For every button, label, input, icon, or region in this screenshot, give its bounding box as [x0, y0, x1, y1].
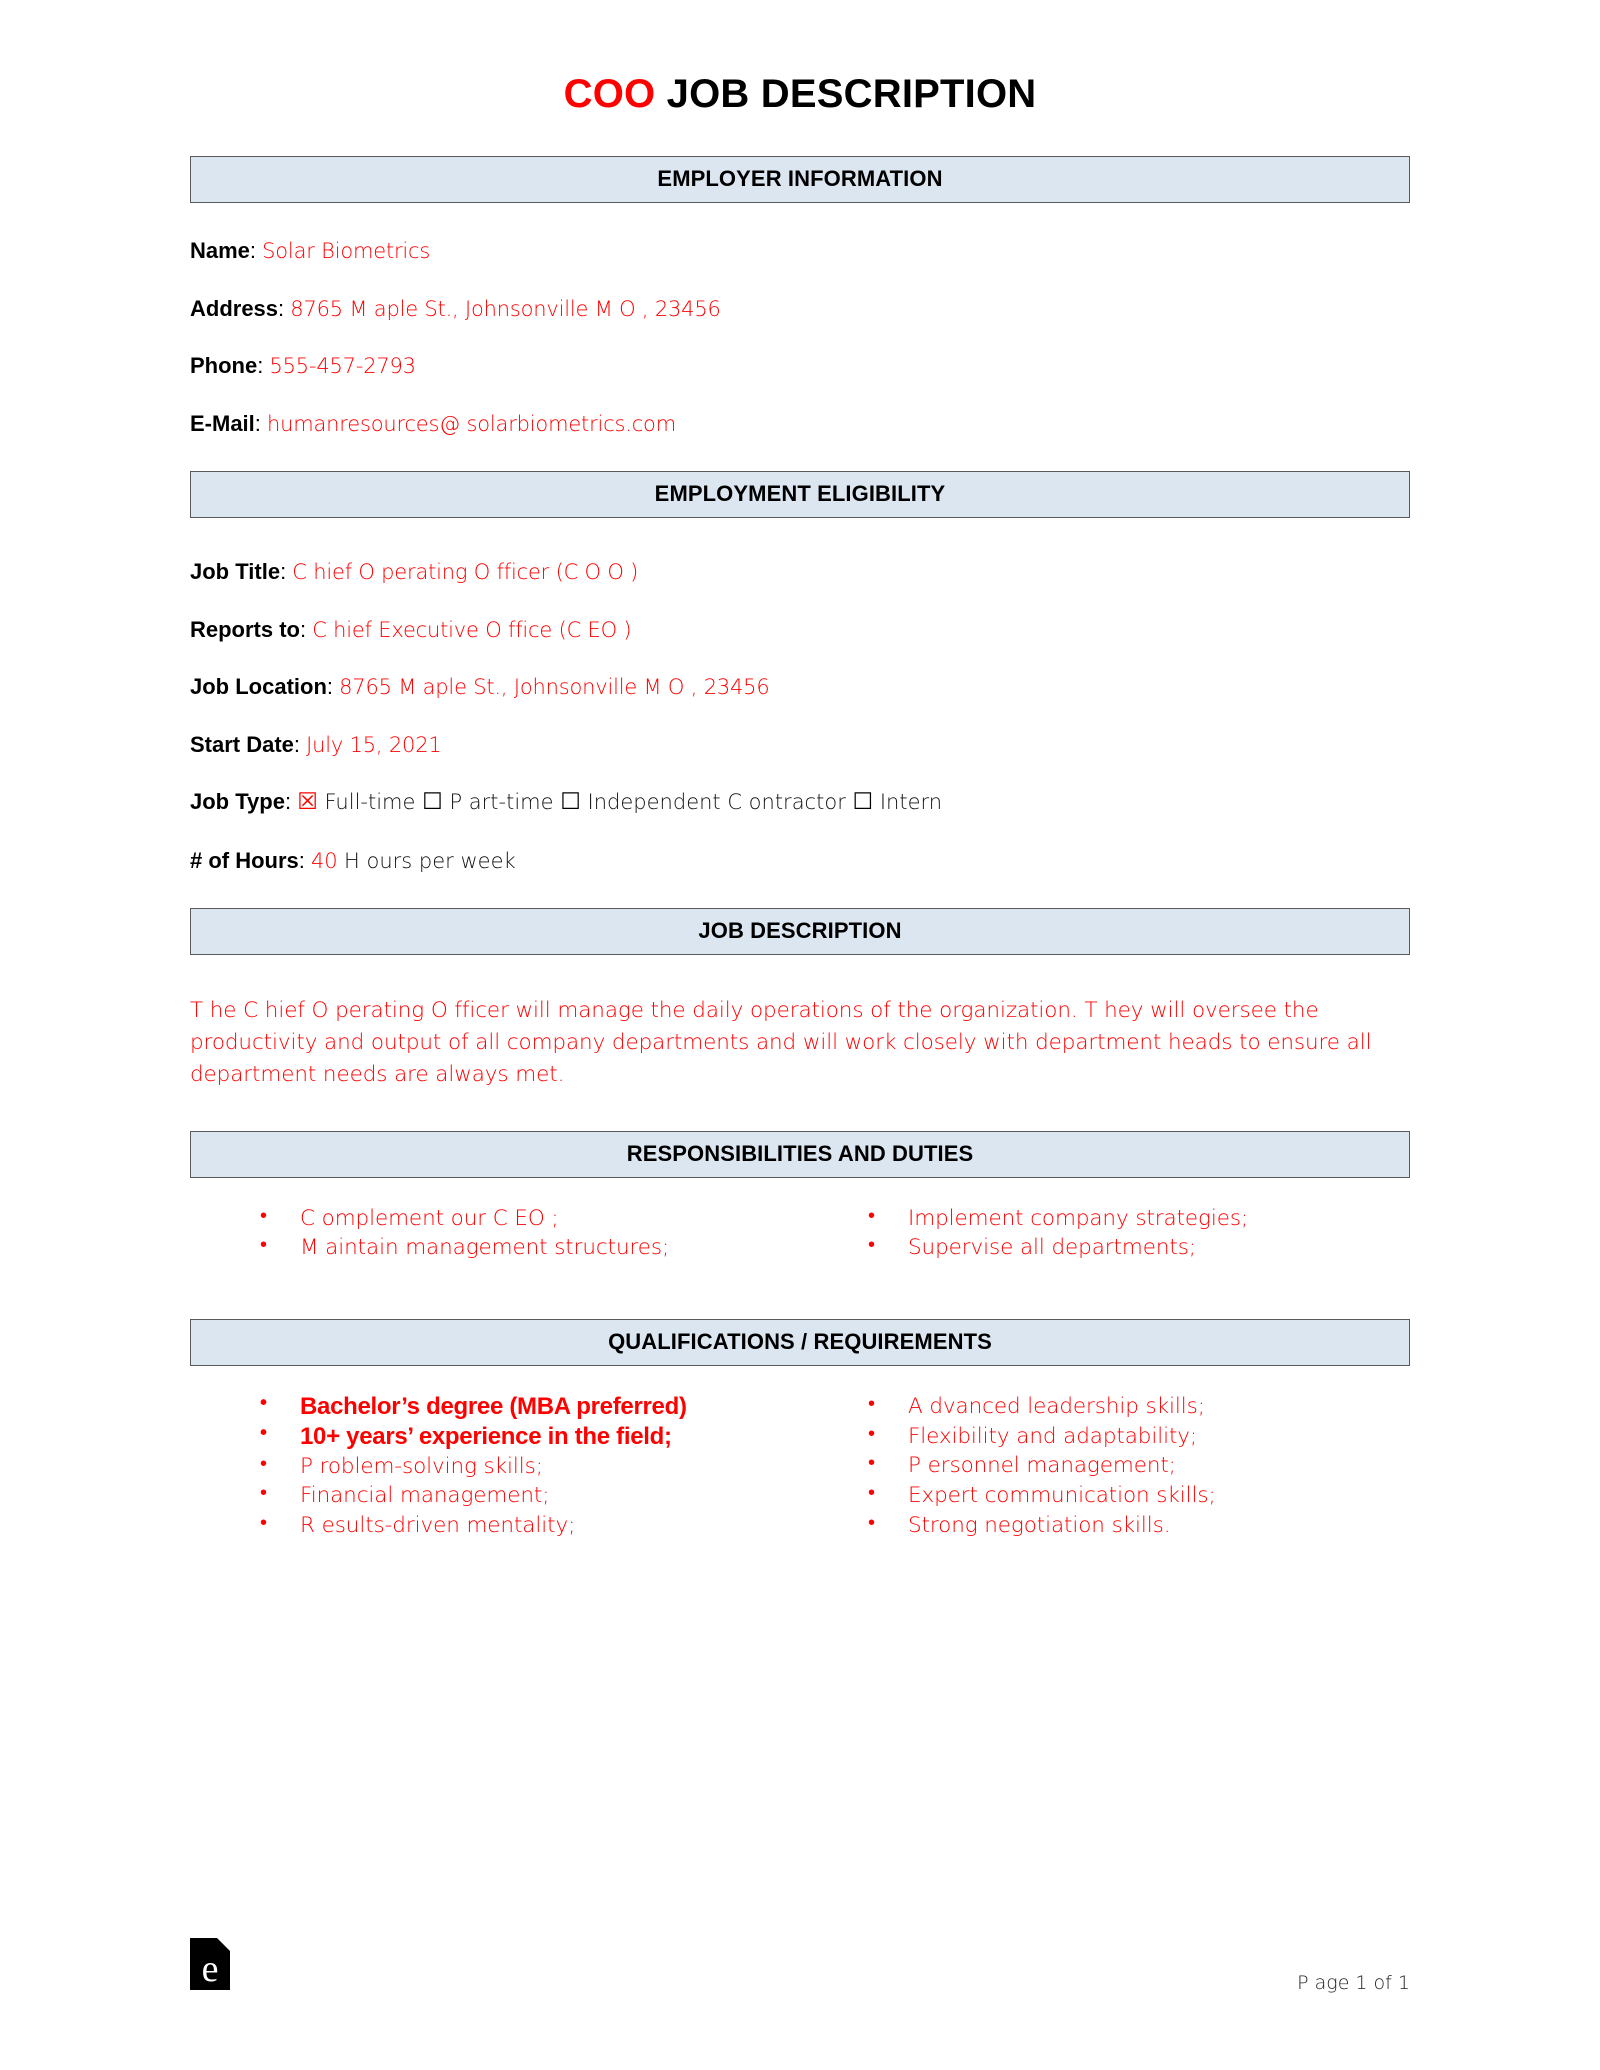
field-job-type	[190, 788, 1410, 817]
list-item: • Supervise all departments;	[860, 1233, 1410, 1263]
section-header-job-description: JOB DESCRIPTION	[190, 908, 1410, 955]
field-job-location	[190, 673, 1410, 701]
checkbox-independent-contractor[interactable]: ☐	[560, 789, 581, 815]
field-address-label: Address	[190, 295, 279, 321]
spacer	[873, 790, 880, 814]
responsibilities-right-list	[860, 1204, 1410, 1263]
field-colon: :	[300, 616, 313, 642]
field-hours-label: # of Hours	[190, 847, 299, 873]
field-name-value: Solar Biometrics	[262, 239, 431, 263]
field-colon: :	[249, 238, 263, 263]
list-item: • M aintain management structures;	[252, 1233, 800, 1263]
field-hours-value: 40	[311, 848, 338, 873]
field-colon: :	[326, 674, 340, 699]
section-header-employment-eligibility: EMPLOYMENT ELIGIBILITY	[190, 471, 1410, 518]
field-colon: :	[257, 353, 270, 378]
section-header-qualifications-requirements: QUALIFICATIONS / REQUIREMENTS	[190, 1319, 1410, 1366]
field-address-value: 8765 M aple St., Johnsonville M O , 23456	[290, 296, 721, 321]
list-item: • Flexibility and adaptability;	[860, 1422, 1410, 1452]
field-hours-suffix: H ours per week	[344, 848, 516, 873]
list-item: • Expert communication skills;	[860, 1481, 1410, 1511]
field-job-type-label: Job Type	[190, 789, 285, 814]
field-job-title-label: Job Title	[190, 559, 281, 584]
list-item: • 10+ years’ experience in the field;	[252, 1422, 800, 1452]
checkbox-part-time[interactable]: ☐	[422, 789, 443, 815]
checkbox-label-full-time	[318, 790, 325, 814]
field-colon: :	[280, 559, 293, 584]
field-start-date	[190, 731, 1410, 759]
field-job-title	[190, 558, 1410, 586]
spacer	[846, 790, 853, 814]
responsibilities-left-list	[252, 1204, 800, 1263]
job-description-paragraph: T he C hief O perating O fficer will manage the daily operations of the organization. T hey will oversee the productivity and output of all company departments and will work closely with department heads to ensure all department needs are always met.	[190, 998, 1372, 1087]
field-name	[190, 237, 1410, 265]
list-item: • Strong negotiation skills.	[860, 1511, 1410, 1541]
responsibilities-columns	[190, 1204, 1410, 1263]
field-phone	[190, 352, 1410, 380]
field-job-location-value: 8765 M aple St., Johnsonville M O , 23456	[339, 675, 770, 699]
qualifications-right-list	[860, 1392, 1410, 1540]
list-item: • R esults-driven mentality;	[252, 1511, 800, 1541]
page-number: P age 1 of 1	[1297, 1972, 1410, 1994]
job-type-option-full-time: Full-time	[324, 790, 416, 814]
eforms-logo-icon: e	[190, 1938, 230, 1990]
field-email	[190, 410, 1410, 438]
list-item: • Bachelor’s degree (MBA preferred)	[252, 1392, 800, 1422]
field-address	[190, 295, 1410, 323]
field-email-label: E-Mail	[190, 410, 255, 436]
list-item: • Implement company strategies;	[860, 1204, 1410, 1234]
field-reports-to	[190, 616, 1410, 644]
responsibilities-right-column	[800, 1204, 1410, 1263]
list-item: • A dvanced leadership skills;	[860, 1392, 1410, 1422]
field-colon: :	[254, 410, 268, 436]
spacer	[581, 790, 588, 814]
list-item: • P ersonnel management;	[860, 1451, 1410, 1481]
field-job-location-label: Job Location	[190, 674, 327, 699]
page-footer	[190, 1938, 1410, 1998]
field-start-date-value: July 15, 2021	[306, 732, 442, 757]
field-colon: :	[284, 789, 298, 814]
field-job-title-value: C hief O perating O fficer (C O O )	[292, 560, 639, 584]
responsibilities-left-column	[190, 1204, 800, 1263]
section-header-employer-information: EMPLOYER INFORMATION	[190, 156, 1410, 203]
list-item: • Financial management;	[252, 1481, 800, 1511]
field-colon: :	[278, 295, 291, 321]
field-reports-to-label: Reports to	[190, 616, 300, 642]
qualifications-left-column	[190, 1392, 800, 1540]
field-colon: :	[293, 731, 307, 757]
field-hours	[190, 847, 1410, 875]
qualifications-left-list	[252, 1392, 800, 1540]
section-header-responsibilities-and-duties: RESPONSIBILITIES AND DUTIES	[190, 1131, 1410, 1178]
field-phone-label: Phone	[190, 353, 258, 378]
page-title-accent: COO	[563, 72, 656, 116]
field-reports-to-value: C hief Executive O ffice (C EO )	[312, 617, 632, 642]
field-colon: :	[298, 847, 312, 873]
checkbox-full-time[interactable]: ☒	[297, 789, 318, 815]
job-type-option-intern: Intern	[879, 790, 943, 814]
qualifications-columns	[190, 1392, 1410, 1540]
field-name-label: Name	[190, 238, 250, 263]
qualifications-right-column	[800, 1392, 1410, 1540]
job-type-option-independent-contractor: Independent C ontractor	[587, 790, 846, 814]
page-title	[190, 0, 1410, 116]
list-item: • P roblem-solving skills;	[252, 1452, 800, 1482]
page-title-rest: JOB DESCRIPTION	[655, 72, 1037, 116]
field-phone-value: 555-457-2793	[269, 354, 416, 378]
field-email-value: humanresources@ solarbiometrics.com	[267, 411, 676, 436]
job-type-option-part-time: P art-time	[449, 790, 554, 814]
checkbox-intern[interactable]: ☐	[852, 789, 874, 815]
field-start-date-label: Start Date	[190, 731, 294, 757]
list-item: • C omplement our C EO ;	[252, 1204, 800, 1234]
